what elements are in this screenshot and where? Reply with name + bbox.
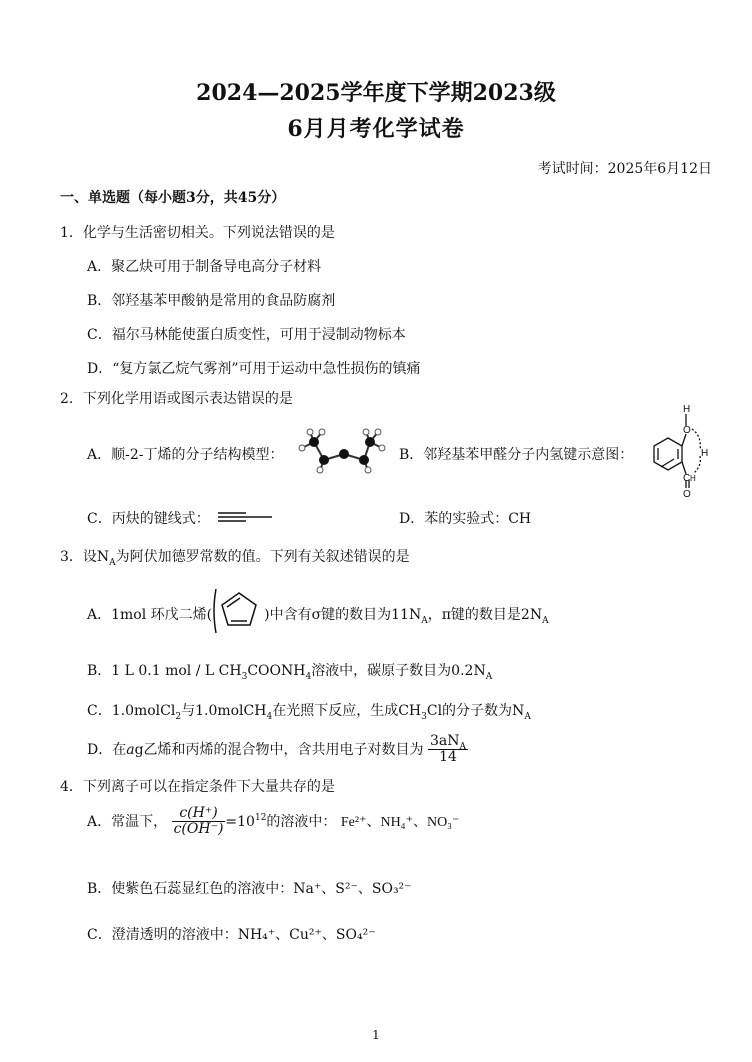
question-2-option-d: D．苯的实验式：CH <box>399 511 532 527</box>
question-4-option-c: C．澄清透明的溶液中：NH₄⁺、Cu²⁺、SO₄²⁻ <box>87 927 376 943</box>
question-3-option-d: D．在ag乙烯和丙烯的混合物中，含共用电子对数目为 $\frac{3aN_A}{14}$ <box>87 733 467 766</box>
question-3-option-b: B．1 L 0.1 mol / L $CH_3COONH_4$溶液中，碳原子数目为$0.2N_A$ <box>87 663 493 682</box>
atom-label-c-carbonyl: C <box>683 473 691 484</box>
question-2-stem: 2．下列化学用语或图示表达错误的是 <box>60 391 293 407</box>
question-3-option-a: A．1mol 环戊二烯( )中含有σ键的数目为$11N_A$，π键的数目是$2N_A$ <box>87 607 549 626</box>
atom-label-h-aldehyde: H <box>690 474 696 483</box>
exam-title-line1: 2024—2025学年度下学期2023级 <box>196 80 556 106</box>
exam-title-line2: 6月月考化学试卷 <box>287 116 465 142</box>
question-1-option-d: D．“复方氯乙烷气雾剂”可用于运动中急性损伤的镇痛 <box>87 361 421 377</box>
atom-label-h-bond: H <box>701 448 709 459</box>
question-1-option-a: A．聚乙炔可用于制备导电高分子材料 <box>87 259 322 275</box>
question-1-stem: 1．化学与生活密切相关。下列说法错误的是 <box>60 225 335 241</box>
h-oh-ratio-fraction: $\frac{c(H^+)}{c(OH^-)}$ <box>173 805 224 838</box>
cis-2-butene-ball-stick-model <box>292 426 388 474</box>
salicylaldehyde-hydrogen-bond-diagram <box>648 402 716 498</box>
question-4-stem: 4．下列离子可以在指定条件下大量共存的是 <box>60 779 335 795</box>
question-3-option-c: C．1.0molCl$_2$与1.0molCH$_4$在光照下反应，生成$CH_3Cl$的分子数为$N_A$ <box>87 703 531 722</box>
question-3-stem: 3．设$N_A$为阿伏加德罗常数的值。下列有关叙述错误的是 <box>60 549 410 568</box>
atom-label-o-hydroxyl: O <box>683 425 691 436</box>
question-4-option-b: B．使紫色石蕊显红色的溶液中：Na⁺、S²⁻、SO₃²⁻ <box>87 881 412 897</box>
atom-label-o-carbonyl: O <box>683 489 691 498</box>
page-number: 1 <box>372 1028 380 1042</box>
cyclopentadiene-structure <box>212 585 266 637</box>
question-2-option-a: A．顺-2-丁烯的分子结构模型： <box>87 447 284 463</box>
question-2-option-c: C．丙炔的键线式： <box>87 511 210 527</box>
electron-pair-fraction: $\frac{3aN_A}{14}$ <box>430 733 467 766</box>
question-4-option-a: A．常温下， $\frac{c(H^+)}{c(OH^-)}$ $=10^{12}$的溶液中： Fe²⁺、NH₄⁺、NO₃⁻ <box>87 805 460 838</box>
atom-label-h-hydroxyl: H <box>683 404 691 415</box>
question-1-option-c: C．福尔马林能使蛋白质变性，可用于浸制动物标本 <box>87 327 406 343</box>
exam-date: 考试时间：2025年6月12日 <box>537 161 712 177</box>
question-1-option-b: B．邻羟基苯甲酸钠是常用的食品防腐剂 <box>87 293 336 309</box>
section-heading: 一、单选题（每小题3分，共45分） <box>60 190 286 206</box>
propyne-skeletal-formula <box>216 510 274 524</box>
question-2-option-b: B．邻羟基苯甲醛分子内氢键示意图： <box>399 447 634 463</box>
